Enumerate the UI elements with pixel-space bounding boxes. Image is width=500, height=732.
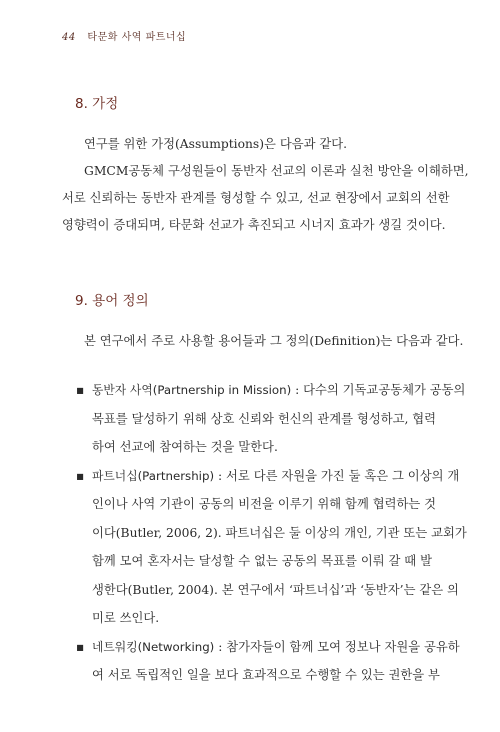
page-number: 44	[62, 32, 76, 43]
definitions-list	[76, 376, 467, 690]
paragraph-line: 본 연구에서 주로 사용할 용어들과 그 정의(Definition)는 다음과 같다.	[84, 334, 464, 348]
definition-line: 여 서로 독립적인 일을 보다 효과적으로 수행할 수 있는 권한을 부	[92, 668, 440, 682]
definition-line: 목표를 달성하기 위해 상호 신뢰와 헌신의 관계를 형성하고, 협력	[92, 411, 437, 426]
definition-line: 하여 선교에 참여하는 것을 말한다.	[92, 440, 278, 454]
definition-text: : 서로 다른 자원을 가진 둘 혹은 그 이상의 개	[214, 468, 460, 483]
definition-line: 인이나 사역 기관이 공동의 비전을 이루기 위해 함께 협력하는 것	[92, 497, 437, 511]
definition-line: 미로 쓰인다.	[92, 611, 160, 625]
definition-term: 파트너십(Partnership)	[92, 468, 215, 483]
paragraph-line: 영향력이 증대되며, 타문화 선교가 촉진되고 시너지 효과가 생길 것이다.	[62, 218, 446, 232]
paragraph-line: GMCM공동체 구성원들이 동반자 선교의 이론과 실천 방안을 이해하면,	[84, 164, 469, 178]
assumptions-paragraph	[62, 131, 469, 239]
bullet-icon: ▪	[76, 383, 85, 397]
definition-text: : 다수의 기독교공동체가 공동의	[291, 383, 466, 397]
definition-line: 함께 모여 혼자서는 달성할 수 없는 공동의 목표를 이뤄 갈 때 발	[92, 554, 432, 568]
definition-line: 생한다(Butler, 2004). 본 연구에서 ‘파트너십’과 ‘동반자’는 같은 의	[92, 582, 459, 597]
definition-text: : 참가자들이 함께 모여 정보나 자원을 공유하	[214, 639, 460, 654]
list-item	[76, 462, 467, 633]
definitions-intro	[62, 328, 464, 355]
section-heading-assumptions: 8. 가정	[75, 96, 119, 112]
paragraph-line: 서로 신뢰하는 동반자 관계를 형성할 수 있고, 선교 현장에서 교회의 선한	[62, 191, 450, 205]
definition-line: 이다(Butler, 2006, 2). 파트너십은 둘 이상의 개인, 기관 또는 교회가	[92, 525, 467, 540]
list-item	[76, 633, 460, 690]
running-header	[62, 28, 186, 43]
list-item	[76, 376, 466, 462]
bullet-icon: ▪	[76, 639, 85, 654]
definition-term: 네트워킹(Networking)	[92, 639, 215, 654]
section-heading-definitions: 9. 용어 정의	[75, 293, 149, 309]
definition-term: 동반자 사역(Partnership in Mission)	[92, 383, 292, 397]
paragraph-line: 연구를 위한 가정(Assumptions)은 다음과 같다.	[84, 137, 348, 151]
bullet-icon: ▪	[76, 468, 85, 483]
running-title: 타문화 사역 파트너십	[87, 32, 187, 43]
